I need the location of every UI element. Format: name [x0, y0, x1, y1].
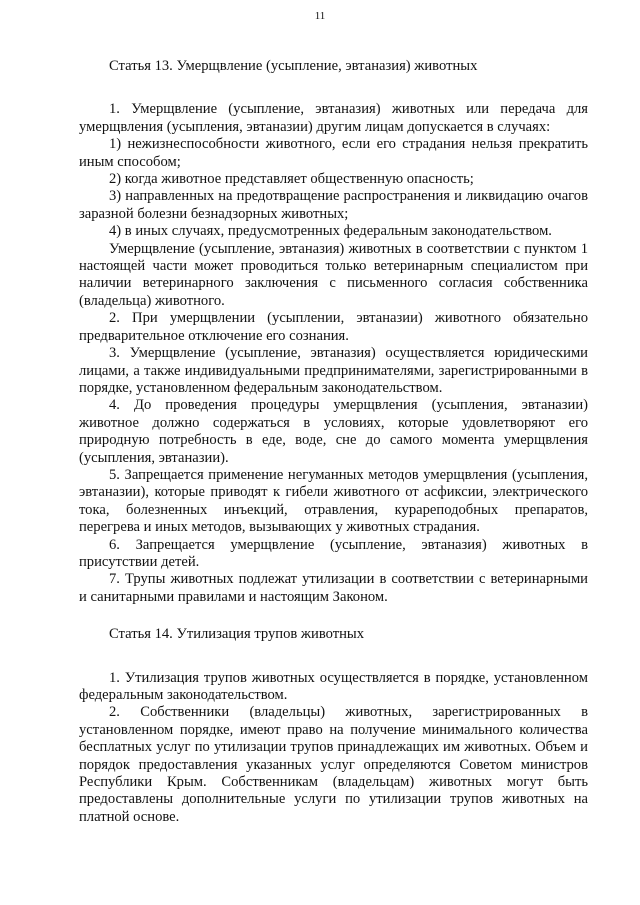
article-14-body — [79, 670, 588, 827]
page-content — [79, 58, 588, 826]
page-number: 11 — [314, 10, 326, 22]
article-13-paragraph: 2) когда животное представляет общественную опасность; — [109, 171, 474, 188]
article-13-paragraph: 4) в иных случаях, предусмотренных федеральным законодательством. — [109, 223, 552, 240]
article-13-body — [79, 101, 588, 606]
article-13-paragraph: Умерщвление (усыпление, эвтаназия) животных в соответствии с пунктом 1 настоящей части может проводиться только ветеринарным специалистом при наличии ветеринарного заключения с письменного согласия собственника (владельца) животного. — [79, 240, 588, 309]
article-13-paragraph: 4. До проведения процедуры умерщвления (усыпления, эвтаназии) животное должно содержаться в условиях, которые удовлетворяют его природную потребность в еде, воде, сне до самого момента умерщвления (усыпления, эвтаназии). — [79, 397, 588, 466]
article-13-paragraph: 5. Запрещается применение негуманных методов умерщвления (усыпления, эвтаназии), которые приводят к гибели животного от асфиксии, электрического тока, болезненных инъекций, отравления, курареподобных препаратов, перегрева и иных методов, вызывающих у животных страдания. — [79, 466, 588, 536]
article-13-title: Статья 13. Умерщвление (усыпление, эвтаназия) животных — [109, 58, 478, 74]
article-13-paragraph: 2. При умерщвлении (усыплении, эвтаназии) животного обязательно предварительное отключение его сознания. — [79, 310, 588, 344]
article-13-paragraph: 6. Запрещается умерщвление (усыпление, эвтаназия) животных в присутствии детей. — [79, 536, 588, 570]
article-14-paragraph: 1. Утилизация трупов животных осуществляется в порядке, установленном федеральным законодательством. — [79, 669, 588, 703]
article-13-paragraph: 1. Умерщвление (усыпление, эвтаназия) животных или передача для умерщвления (усыпления, эвтаназии) другим лицам допускается в случаях: — [79, 101, 588, 135]
article-13-paragraph: 7. Трупы животных подлежат утилизации в соответствии с ветеринарными и санитарными правилами и настоящим Законом. — [79, 571, 588, 605]
article-13-paragraph: 3) направленных на предотвращение распространения и ликвидацию очагов заразной болезни безнадзорных животных; — [79, 188, 588, 222]
article-13-paragraph: 3. Умерщвление (усыпление, эвтаназия) осуществляется юридическими лицами, а также индивидуальными предпринимателями, зарегистрированными в порядке, установленном федеральным законодательством. — [79, 345, 588, 396]
article-13-paragraph: 1) нежизнеспособности животного, если его страдания нельзя прекратить иным способом; — [79, 136, 588, 170]
article-14-title: Статья 14. Утилизация трупов животных — [109, 626, 364, 643]
article-14-paragraph: 2. Собственники (владельцы) животных, зарегистрированных в установленном порядке, имеют право на получение минимального количества бесплатных услуг по утилизации трупов принадлежащих им животных. Объем и порядок предоставления указанных услуг определяются Советом министров Республики Крым. Собственникам (владельцам) животных могут быть предоставлены дополнительные услуги по утилизации трупов животных на платной основе. — [79, 704, 588, 825]
